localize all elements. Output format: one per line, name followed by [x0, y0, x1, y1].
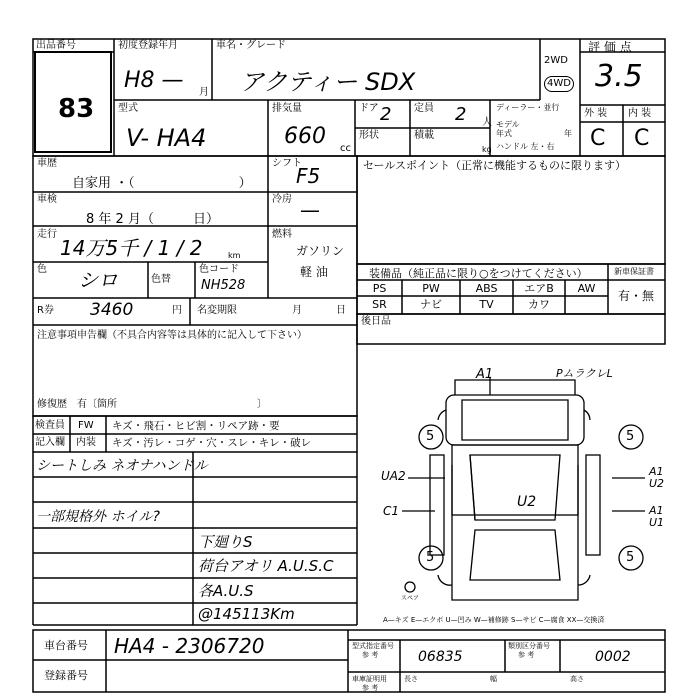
- model-label: 型式: [118, 103, 138, 114]
- reg-cert-sub: 参 考: [362, 684, 379, 692]
- equip-item-tv: TV: [479, 298, 494, 311]
- after-install-label: 後日品: [361, 316, 391, 327]
- doors-label: ドア: [359, 103, 379, 114]
- fuel-gas: ガソリン: [296, 244, 345, 258]
- length-label: 長さ: [404, 675, 418, 683]
- score-label: 評 価 点: [588, 40, 632, 54]
- inspector-label: 検査員: [35, 420, 65, 431]
- type-cert-label: 型式指定番号: [352, 642, 394, 650]
- entry-label: 記入欄: [35, 437, 65, 448]
- new-warranty-value: 有・無: [618, 289, 655, 303]
- drive-4wd: 4WD: [544, 76, 574, 92]
- model-year-label: モデル: [496, 120, 520, 129]
- class-sub: 参 考: [518, 651, 535, 659]
- car-name-label: 車名・グレード: [216, 40, 286, 51]
- note-line-2: 一部規格外 ホイル?: [36, 509, 160, 525]
- color-value: シロ: [78, 268, 118, 292]
- drive-2wd: 2WD: [544, 55, 568, 66]
- history-value: 自家用 ・（ ）: [72, 176, 252, 191]
- tire-rear-left: 5: [426, 550, 435, 565]
- capacity-label: 定員: [414, 103, 434, 114]
- month-unit: 月: [199, 87, 209, 98]
- type-cert-sub: 参 考: [362, 651, 379, 659]
- tire-front-left: 5: [426, 429, 435, 444]
- fuel-diesel: 軽 油: [300, 265, 328, 279]
- sales-point-label: セールスポイント（正常に機能するものに限ります）: [363, 159, 627, 172]
- km-unit: km: [228, 251, 241, 260]
- diagram-left-upper-mark: UA2: [381, 469, 406, 483]
- damage-legend: A—キズ E—エクボ U—凹み W—補修跡 S—サビ C—腐食 XX—交換済: [383, 616, 605, 624]
- lot-no-value: 83: [58, 94, 95, 124]
- tire-rear-right: 5: [626, 550, 635, 565]
- interior-value: C: [634, 126, 650, 151]
- month-label: 月: [292, 305, 302, 316]
- note-line-4: 荷台アオリ A.U.S.C: [198, 557, 334, 575]
- diagram-right-lower-mark-1: A1: [649, 504, 664, 517]
- notice-label: 注意事項申告欄（不具合内容等は具体的に記入して下さい）: [37, 330, 307, 341]
- ac-label: 冷房: [272, 194, 292, 205]
- note-line-3: 下廻りS: [198, 533, 253, 551]
- height-label: 高さ: [570, 675, 584, 683]
- equip-item-aw: AW: [577, 282, 596, 295]
- inspection-label: 車検: [37, 194, 57, 205]
- lot-no-label: 出品番号: [36, 40, 76, 51]
- repair-label: 修復歴 有〔箇所 〕: [37, 399, 267, 410]
- day-label: 日: [336, 305, 346, 316]
- class-label: 類別区分番号: [508, 642, 550, 650]
- recycle-label: R券: [37, 305, 54, 316]
- model-year-label-2: 年式: [496, 129, 512, 138]
- diagram-right-upper-mark-1: A1: [649, 465, 664, 478]
- class-value: 0002: [595, 649, 631, 665]
- dealer-label: ディーラー・並行: [496, 103, 560, 112]
- equip-item-ps: PS: [372, 282, 387, 295]
- diagram-top-right-mark: PムラクレL: [556, 367, 613, 380]
- fw-label: FW: [78, 420, 94, 431]
- equip-item-sr: SR: [372, 298, 387, 311]
- equip-item-pw: PW: [422, 282, 440, 295]
- interior-options: キズ・汚レ・コゲ・穴・スレ・キレ・破レ: [112, 437, 312, 449]
- mileage-label: 走行: [37, 229, 57, 240]
- exterior-value: C: [590, 126, 606, 151]
- name-change-label: 名変期限: [197, 305, 237, 316]
- displacement-value: 660: [284, 124, 326, 149]
- load-label: 積載: [414, 130, 434, 141]
- diagram-right-upper-mark-2: U2: [649, 477, 665, 490]
- equip-item-leather: カワ: [528, 298, 550, 311]
- fw-options: キズ・飛石・ヒビ割・リペア跡・要: [112, 420, 280, 432]
- kg-unit: kg: [482, 145, 492, 154]
- interior-label: 内 装: [628, 108, 652, 119]
- diagram-left-lower-mark: C1: [383, 504, 400, 518]
- score-value: 3.5: [595, 59, 643, 94]
- reg-label: 登録番号: [44, 669, 88, 682]
- color-label: 色: [37, 264, 47, 275]
- displacement-label: 排気量: [272, 103, 302, 114]
- tire-front-right: 5: [626, 429, 635, 444]
- shift-label: シフト: [272, 158, 302, 169]
- car-name-value: アクティー SDX: [240, 68, 416, 96]
- spare-label: スペア: [401, 595, 420, 602]
- chassis-label: 車台番号: [44, 639, 88, 652]
- reg-cert-label: 車庫証明用: [352, 675, 387, 683]
- year-unit: 年: [564, 129, 572, 138]
- cc-unit: cc: [340, 143, 351, 154]
- mileage-value: 14万5千 / 1 / 2: [60, 236, 203, 260]
- person-unit: 人: [482, 117, 492, 128]
- equip-item-navi: ナビ: [420, 298, 442, 311]
- handle-label: ハンドル 左・右: [496, 142, 555, 151]
- first-reg-value: H8 —: [124, 68, 184, 93]
- note-line-5: 各A.U.S: [198, 582, 254, 600]
- equip-item-airbag: エアB: [524, 282, 554, 295]
- recycle-value: 3460: [90, 300, 134, 320]
- model-value: V- HA4: [126, 124, 207, 152]
- equipment-title: 装備品（純正品に限り○をつけてください）: [369, 267, 588, 280]
- width-label: 幅: [490, 675, 497, 683]
- history-label: 車歴: [37, 158, 57, 169]
- doors-value: 2: [380, 104, 392, 125]
- ac-value: —: [300, 198, 320, 222]
- shape-label: 形状: [359, 130, 379, 141]
- color-change-label: 色替: [151, 274, 171, 285]
- shift-value: F5: [296, 164, 321, 188]
- chassis-value: HA4 - 2306720: [114, 634, 265, 658]
- fuel-label: 燃料: [272, 229, 292, 240]
- first-reg-label: 初度登録年月: [118, 40, 178, 51]
- note-line-1: シートしみ ネオナハンドル: [36, 458, 208, 474]
- type-cert-value: 06835: [418, 649, 463, 665]
- color-code-value: NH528: [201, 278, 246, 293]
- yen-unit: 円: [172, 305, 182, 316]
- diagram-center-mark: U2: [517, 494, 537, 510]
- note-line-6: @145113Km: [198, 605, 295, 623]
- diagram-right-lower-mark-2: U1: [649, 516, 665, 529]
- exterior-label: 外 装: [584, 108, 608, 119]
- capacity-value: 2: [455, 104, 467, 125]
- diagram-top-left-mark: A1: [476, 367, 494, 382]
- equip-item-abs: ABS: [475, 282, 498, 295]
- color-code-label: 色コード: [199, 264, 239, 275]
- inspection-value: 8 年 2 月（ 日）: [86, 212, 219, 227]
- interior-inspect-label: 内装: [76, 437, 96, 448]
- new-warranty-label: 新車保証書: [614, 267, 654, 276]
